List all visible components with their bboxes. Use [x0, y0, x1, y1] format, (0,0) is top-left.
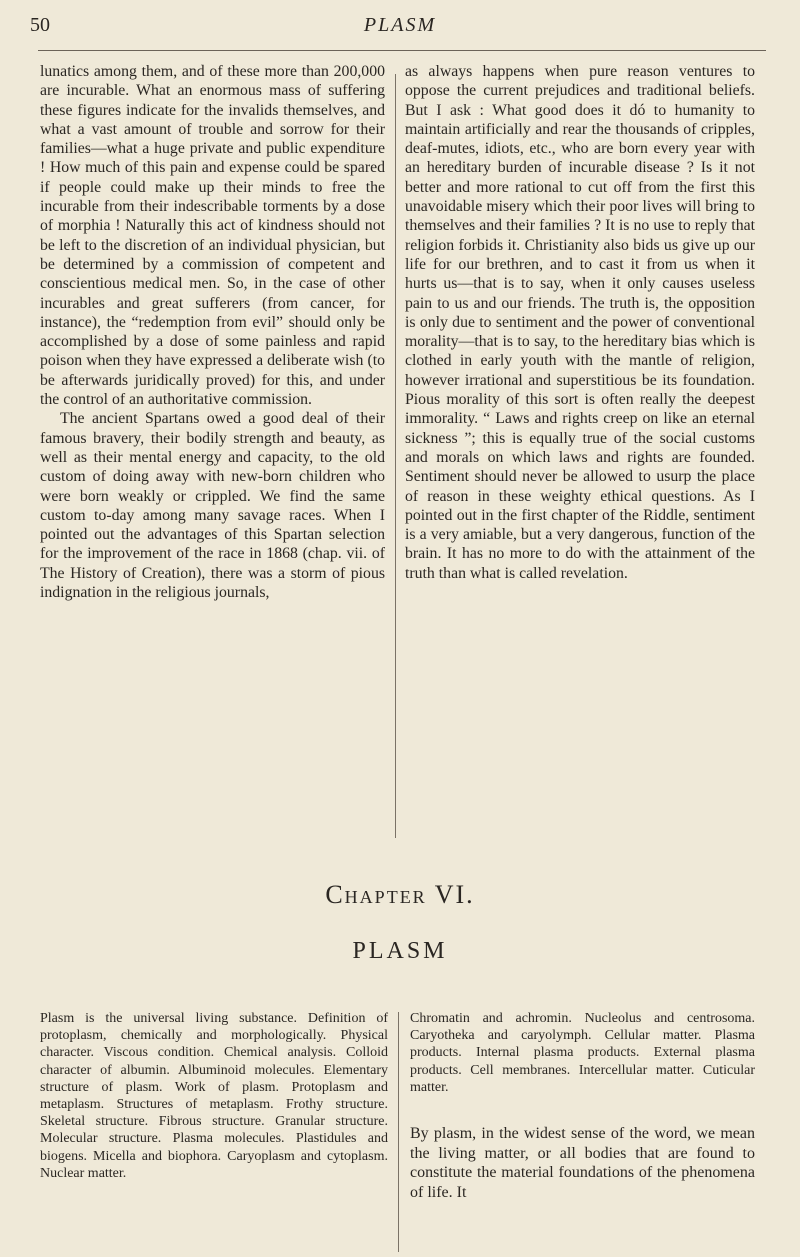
chapter-summary: Plasm is the universal living substance. Definition of protoplasm, chemically and morphologically. Physical character. Viscous condition. Chemical analysis. Colloid character of albumin. Albuminoid molecules. Elementary structure of plasm. Work of plasm. Protoplasm and metaplasm. Structures of metaplasm. Frothy structure. Skeletal structure. Fibrous structure. Granular structure. Molecular structure. Plasma molecules. Plastidules and biogens. Micella and biophora. Caryoplasm and cytoplasm. Nuclear matter. [40, 1011, 388, 1181]
upper-left-column [40, 62, 385, 602]
paragraph: as always happens when pure reason ventures to oppose the current prejudices and traditional beliefs. But I ask : What good does it dó to humanity to maintain artificially and rear the thousands of cripples, deaf-mutes, idiots, etc., who are born every year with an hereditary burden of incurable disease ? Is it not better and more rational to cut off from the first this unavoidable misery which their poor lives will bring to themselves and their families ? It is no use to reply that religion forbids it. Christianity also bids us give up our life for our brethren, and to cast it from us when it hurts us—that is to say, when it only causes useless pain to us and our friends. The truth is, the opposition is only due to sentiment and the power of conventional morality—that is to say, to the hereditary bias which is clothed in early youth with the mantle of religion, however irrational and superstitious be its foundation. Pious morality of this sort is often really the deepest immorality. “ Laws and rights creep on like an eternal sickness ”; this is equally true of the social customs and morals on which laws and rights are founded. Sentiment should never be allowed to usurp the place of reason in these weighty ethical questions. As I pointed out in the first chapter of the Riddle, sentiment is a very amiable, but a very dangerous, function of the brain. It has no more to do with the attainment of the truth than what is called revelation. [405, 63, 755, 582]
column-divider [398, 1012, 399, 1252]
chapter-title: PLASM [352, 938, 448, 964]
chapter-heading: Chapter VI. [325, 880, 475, 909]
summary-right-column [410, 1010, 755, 1202]
column-divider [395, 74, 396, 838]
upper-right-column [405, 62, 755, 583]
paragraph: lunatics among them, and of these more than 200,000 are incurable. What an enormous mass of suffering these figures indicate for the invalids themselves, and what a vast amount of trouble and sorrow for their families—what a huge private and public expenditure ! How much of this pain and expense could be spared if people could make up their minds to free the incurable from their indescribable torments by a dose of morphia ! Naturally this act of kindness should not be left to the discretion of an individual physician, but be determined by a commission of competent and conscientious medical men. So, in the case of other incurables and great sufferers (from cancer, for instance), the “redemption from evil” should only be accomplished by a dose of some painless and rapid poison when they have expressed a deliberate wish (to be afterwards juridically proved) for this, and under the control of an authoritative commission. [40, 63, 385, 409]
running-head: PLASM [363, 14, 437, 36]
header-rule [38, 50, 766, 51]
chapter-summary: Chromatin and achromin. Nucleolus and centrosoma. Caryotheka and caryolymph. Cellular matter. Plasma products. Internal plasma products. External plasma products. Cell membranes. Intercellular matter. Cuticular matter. [410, 1011, 755, 1095]
summary-left-column [40, 1010, 388, 1182]
body-text-start: By plasm, in the widest sense of the word, we mean the living matter, or all bodies that are found to constitute the material foundations of the phenomena of life. It [410, 1125, 755, 1201]
page-number: 50 [30, 14, 50, 36]
paragraph: The ancient Spartans owed a good deal of their famous bravery, their bodily strength and beauty, as well as their mental energy and capacity, to the old custom of doing away with new-born children who were born weakly or crippled. We find the same custom to-day among many savage races. When I pointed out the advantages of this Spartan selection for the improvement of the race in 1868 (chap. vii. of The History of Creation), there was a storm of pious indignation in the religious journals, [40, 410, 385, 602]
